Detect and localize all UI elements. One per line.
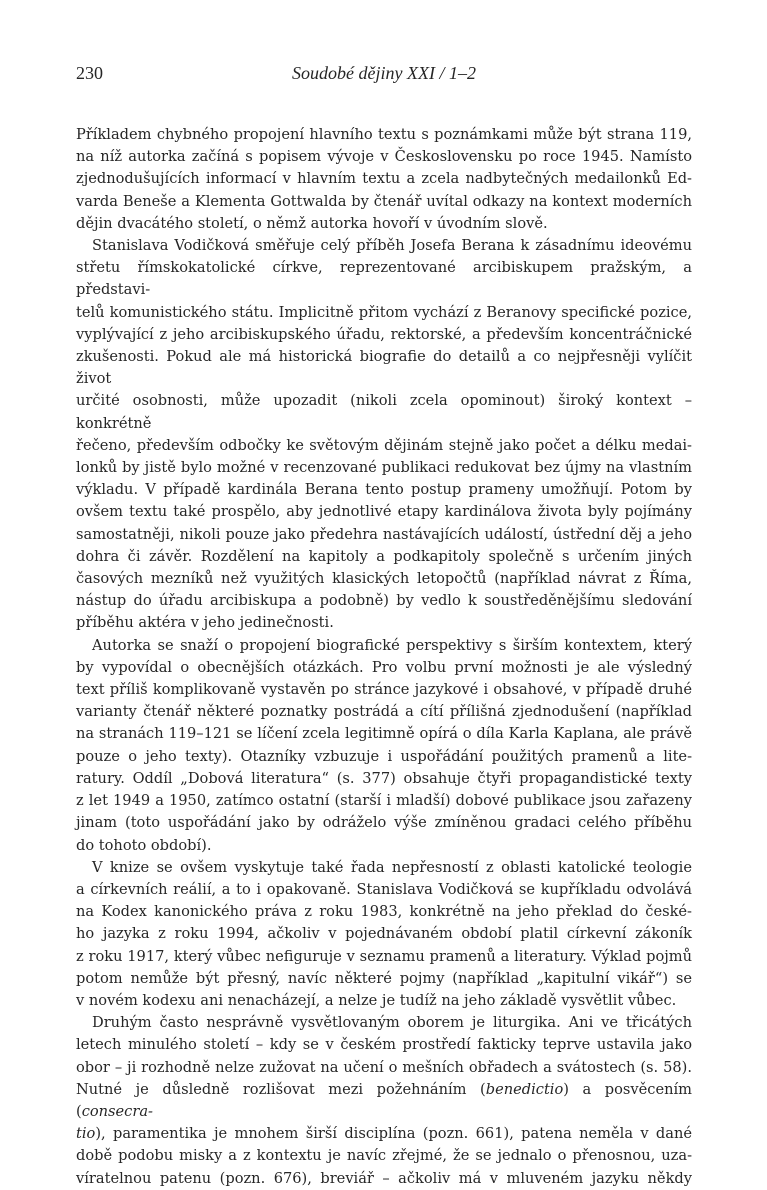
running-head — [76, 63, 692, 83]
text-line: varda Beneše a Klementa Gottwalda by čtenář uvítal odkazy na kontext moderních — [76, 192, 692, 210]
text-line: Druhým často nesprávně vysvětlovaným oborem je liturgika. Ani ve třicátých — [92, 1014, 692, 1032]
text-line: pouze o jeho texty). Otazníky vzbuzuje i uspořádání použitých pramenů a lite- — [76, 747, 692, 765]
text-line: ho jazyka z roku 1994, ačkoliv v pojednávaném období platil církevní zákoník — [76, 925, 692, 943]
text-line: ratury. Oddíl „Dobová literatura“ (s. 377) obsahuje čtyři propagandistické texty — [76, 769, 692, 787]
text-line: z let 1949 a 1950, zatímco ostatní (starší i mladší) dobové publikace jsou zařazeny — [76, 792, 692, 810]
text-line: na Kodex kanonického práva z roku 1983, konkrétně na jeho překlad do české- — [76, 903, 692, 921]
journal-title: Soudobé dějiny XXI / 1–2 — [292, 63, 476, 83]
text-line: řečeno, především odbočky ke světovým dějinám stejně jako počet a délku medai- — [76, 436, 692, 454]
text-line: lonků by jistě bylo možné v recenzované publikaci redukovat bez újmy na vlastním — [76, 459, 692, 477]
text-line: příběhu aktéra v jeho jedinečnosti. — [76, 614, 334, 632]
text-line: dějin dvacátého století, o němž autorka hovoří v úvodním slově. — [76, 214, 548, 232]
text-line: telů komunistického státu. Implicitně přitom vychází z Beranovy specifické pozice, — [76, 303, 692, 321]
text-line: z roku 1917, který vůbec nefiguruje v seznamu pramenů a literatury. Výklad pojmů — [76, 947, 692, 965]
text-line: době podobu misky a z kontextu je navíc zřejmé, že se jednalo o přenosnou, uza- — [76, 1147, 692, 1165]
body-text — [76, 124, 692, 1190]
text-line: letech minulého století – kdy se v českém prostředí fakticky teprve ustavila jako — [76, 1036, 692, 1054]
text-line: samostatněji, nikoli pouze jako předehra nastávajících událostí, ústřední děj a jeho — [76, 525, 692, 543]
text-line: ovšem textu také prospělo, aby jednotlivé etapy kardinálova života byly pojímány — [76, 503, 692, 521]
text-line: v novém kodexu ani nenacházejí, a nelze je tudíž na jeho základě vysvětlit vůbec. — [76, 991, 677, 1009]
text-line: tio), paramentika je mnohem širší disciplína (pozn. 661), patena neměla v dané — [76, 1125, 692, 1143]
text-line: potom nemůže být přesný, navíc některé pojmy (například „kapitulní vikář“) se — [76, 969, 692, 987]
text-line: na stranách 119–121 se líčení zcela legitimně opírá o díla Karla Kaplana, ale právě — [76, 725, 692, 743]
text-line: dohra či závěr. Rozdělení na kapitoly a podkapitoly společně s určením jiných — [76, 547, 692, 565]
text-line: nástup do úřadu arcibiskupa a podobně) by vedlo k soustředěnějšímu sledování — [76, 592, 692, 610]
text-line: Autorka se snaží o propojení biografické perspektivy s širším kontextem, který — [92, 636, 692, 654]
text-line: zjednodušujících informací v hlavním textu a zcela nadbytečných medailonků Ed- — [76, 170, 692, 188]
text-line: střetu římskokatolické církve, reprezentované arcibiskupem pražským, a představi- — [76, 259, 692, 299]
text-line: text příliš komplikovaně vystavěn po stránce jazykové i obsahové, v případě druhé — [76, 681, 692, 699]
text-line: varianty čtenář některé poznatky postrádá a cítí přílišná zjednodušení (například — [76, 703, 692, 721]
text-line: vyplývající z jeho arcibiskupského úřadu, rektorské, a především koncentráčnické — [76, 325, 692, 343]
text-line: určité osobnosti, může upozadit (nikoli zcela opominout) široký kontext – konkrétně — [76, 392, 692, 432]
text-line: časových mezníků než využitých klasických letopočtů (například návrat z Říma, — [76, 570, 692, 588]
text-line: by vypovídal o obecnějších otázkách. Pro volbu první možnosti je ale výsledný — [76, 658, 692, 676]
text-line: Stanislava Vodičková směřuje celý příběh Josefa Berana k zásadnímu ideovému — [92, 237, 692, 255]
text-line: Nutné je důsledně rozlišovat mezi požehnáním (benedictio) a posvěcením (consecra- — [76, 1080, 692, 1120]
text-line: a církevních reálií, a to i opakovaně. Stanislava Vodičková se kupříkladu odvolává — [76, 880, 692, 898]
text-line: obor – ji rozhodně nelze zužovat na učení o mešních obřadech a svátostech (s. 58). — [76, 1058, 692, 1076]
text-line: Příkladem chybného propojení hlavního textu s poznámkami může být strana 119, — [76, 126, 692, 143]
text-line: V knize se ovšem vyskytuje také řada nepřesností z oblasti katolické teologie — [92, 858, 692, 876]
text-line: jinam (toto uspořádání jako by odráželo výše zmíněnou gradaci celého příběhu — [76, 814, 692, 832]
text-line: do tohoto období). — [76, 836, 212, 854]
page-number: 230 — [76, 63, 103, 83]
text-line: na níž autorka začíná s popisem vývoje v Československu po roce 1945. Namísto — [76, 148, 692, 166]
text-line: výkladu. V případě kardinála Berana tento postup prameny umožňují. Potom by — [76, 481, 692, 499]
text-line: víratelnou patenu (pozn. 676), breviář – ačkoliv má v mluveném jazyku někdy — [76, 1169, 692, 1187]
text-line: zkušenosti. Pokud ale má historická biografie do detailů a co nejpřesněji vylíčit život — [76, 348, 692, 388]
